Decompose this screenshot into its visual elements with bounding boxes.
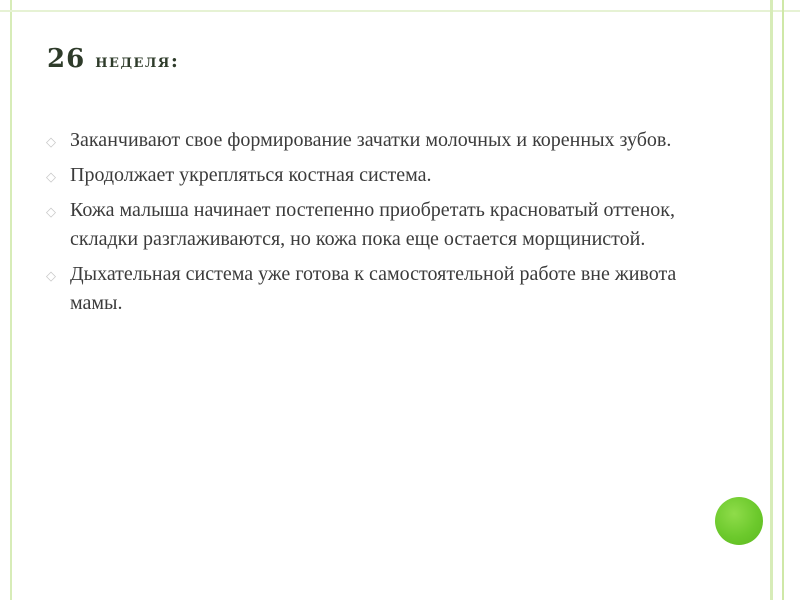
green-circle-decoration	[715, 497, 763, 545]
bullet-item	[46, 161, 706, 190]
bullet-icon: ◇	[46, 268, 56, 283]
frame-right-outer-line	[770, 0, 773, 600]
frame-top-line	[0, 10, 800, 12]
bullet-list	[46, 126, 706, 324]
title-number: 26	[47, 44, 86, 74]
bullet-icon: ◇	[46, 204, 56, 219]
bullet-text: Кожа малыша начинает постепенно приобретать красноватый оттенок, складки разглаживаются, но кожа пока еще остается морщинистой.	[70, 199, 675, 250]
bullet-text: Продолжает укрепляться костная система.	[70, 164, 432, 186]
title-word: неделя:	[95, 50, 180, 72]
frame-right-inner-line	[782, 0, 784, 600]
bullet-item	[46, 196, 706, 254]
bullet-item	[46, 126, 706, 155]
slide-title	[47, 44, 179, 74]
bullet-icon: ◇	[46, 134, 56, 149]
bullet-text: Дыхательная система уже готова к самостоятельной работе вне живота мамы.	[70, 263, 677, 314]
frame-left-line	[10, 0, 12, 600]
bullet-text: Заканчивают свое формирование зачатки молочных и коренных зубов.	[70, 129, 672, 151]
bullet-icon: ◇	[46, 169, 56, 184]
bullet-item	[46, 260, 706, 318]
